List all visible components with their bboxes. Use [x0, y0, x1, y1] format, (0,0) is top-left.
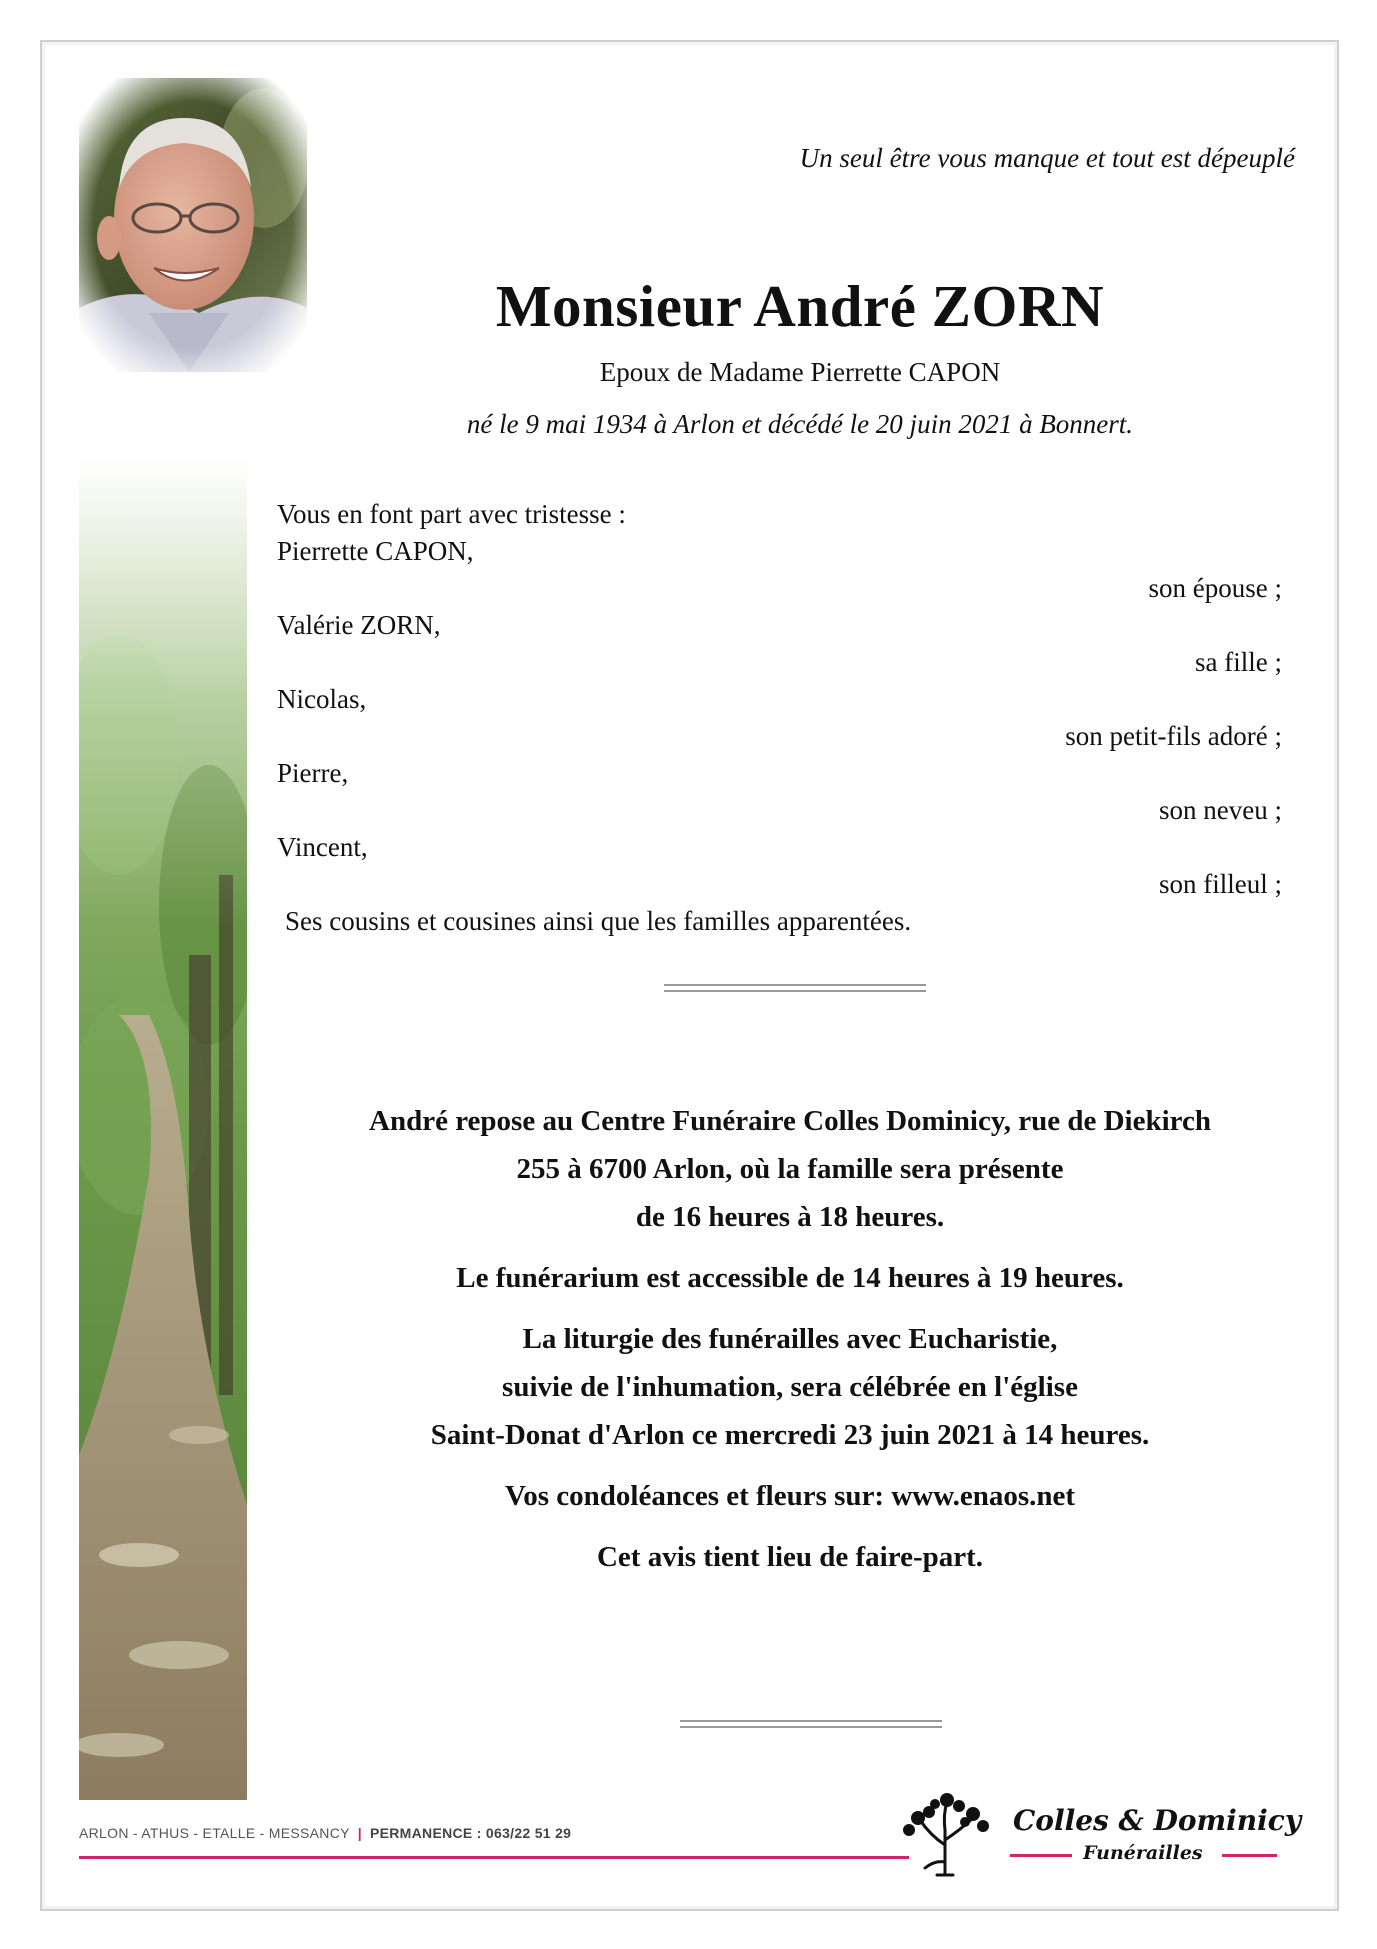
family-member-relation: son neveu ;: [1159, 795, 1282, 825]
spouse-line: Epoux de Madame Pierrette CAPON: [599, 357, 1001, 387]
liturgy-line: Saint-Donat d'Arlon ce mercredi 23 juin 2021 à 14 heures.: [430, 1419, 1150, 1451]
deceased-name: Monsieur André ZORN: [495, 273, 1105, 339]
birth-death-line: né le 9 mai 1934 à Arlon et décédé le 20 juin 2021 à Bonnert.: [466, 409, 1134, 439]
family-member-name: Pierre,: [277, 758, 349, 788]
family-member-relation: son épouse ;: [1148, 573, 1282, 603]
footer-permanence: PERMANENCE : 063/22 51 29: [370, 1825, 572, 1841]
family-member-relation: son petit-fils adoré ;: [1065, 721, 1282, 751]
family-member-name: Valérie ZORN,: [277, 610, 441, 640]
family-intro: Vous en font part avec tristesse :: [277, 499, 626, 529]
repose-line: André repose au Centre Funéraire Colles Dominicy, rue de Diekirch: [369, 1105, 1211, 1137]
repose-line: 255 à 6700 Arlon, où la famille sera présente: [516, 1153, 1064, 1185]
arrangements-block: [270, 1097, 1310, 1581]
forest-path-image: [79, 455, 247, 1800]
divider-bottom: [680, 1720, 942, 1722]
logo-brand-name: Colles & Dominicy: [1013, 1804, 1302, 1837]
family-member-relation: son filleul ;: [1159, 869, 1282, 899]
family-member-relation: sa fille ;: [1195, 647, 1282, 677]
family-member-name: Vincent,: [277, 832, 368, 862]
condolences-line: Vos condoléances et fleurs sur: www.enaos.net: [504, 1480, 1076, 1512]
funeral-home-logo: [885, 1790, 1305, 1880]
liturgy-line: La liturgie des funérailles avec Eucharistie,: [522, 1323, 1058, 1355]
logo-subtitle: Funérailles: [1083, 1842, 1203, 1864]
notice-line: Cet avis tient lieu de faire-part.: [596, 1541, 984, 1573]
epigraph-quote: Un seul être vous manque et tout est dépeuplé: [799, 143, 1295, 173]
family-list: [277, 496, 1282, 940]
footer-separator: |: [357, 1825, 362, 1841]
logo-accent-line-left: [1010, 1854, 1072, 1857]
family-member-name: Nicolas,: [277, 684, 367, 714]
footer-contact: [79, 1825, 571, 1841]
portrait-photo: [79, 78, 307, 372]
family-closing: Ses cousins et cousines ainsi que les familles apparentées.: [285, 906, 912, 936]
repose-line: de 16 heures à 18 heures.: [635, 1201, 945, 1233]
logo-accent-line-right: [1222, 1854, 1277, 1857]
funerarium-hours: Le funérarium est accessible de 14 heures à 19 heures.: [456, 1262, 1124, 1294]
family-member-name: Pierrette CAPON,: [277, 536, 474, 566]
liturgy-line: suivie de l'inhumation, sera célébrée en l'église: [502, 1371, 1078, 1403]
footer-locations: ARLON - ATHUS - ETALLE - MESSANCY: [79, 1825, 350, 1841]
footer-accent-line: [79, 1856, 909, 1859]
tree-icon: [885, 1790, 1005, 1880]
divider-top: [664, 984, 926, 986]
